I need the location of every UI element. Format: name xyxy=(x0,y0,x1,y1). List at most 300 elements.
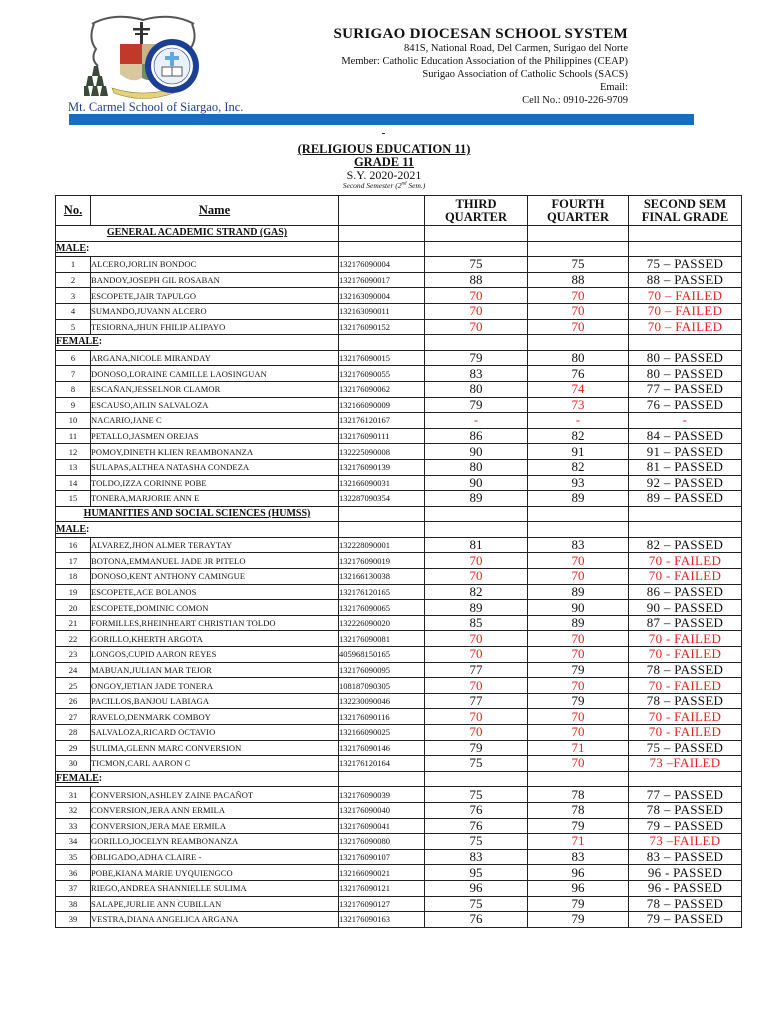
final-grade-remark: 79 – PASSED xyxy=(629,912,742,928)
col-header-third-line2: QUARTER xyxy=(444,209,508,224)
final-grade-remark: 70 – FAILED xyxy=(629,288,742,304)
empty-cell xyxy=(425,335,528,351)
final-grade-remark: 81 – PASSED xyxy=(629,459,742,475)
fourth-quarter-grade: 70 xyxy=(528,288,629,304)
student-number: 6 xyxy=(56,350,91,366)
gender-label: FEMALE xyxy=(56,336,99,348)
student-lrn: 132176090095 xyxy=(339,662,425,678)
student-lrn: 132230090046 xyxy=(339,693,425,709)
student-number: 3 xyxy=(56,288,91,304)
student-number: 38 xyxy=(56,896,91,912)
student-lrn: 132176090080 xyxy=(339,834,425,850)
letterhead-email: Email: xyxy=(600,82,628,93)
fourth-quarter-grade: 82 xyxy=(528,459,629,475)
third-quarter-grade: - xyxy=(425,413,528,429)
student-row xyxy=(56,693,742,709)
student-row xyxy=(56,413,742,429)
student-number: 18 xyxy=(56,569,91,585)
third-quarter-grade: 75 xyxy=(425,257,528,273)
empty-cell xyxy=(629,522,742,538)
final-grade-remark: 82 – PASSED xyxy=(629,537,742,553)
fourth-quarter-grade: 82 xyxy=(528,428,629,444)
student-number: 39 xyxy=(56,912,91,928)
third-quarter-grade: 76 xyxy=(425,818,528,834)
student-name: TICMON,CARL AARON C xyxy=(91,756,339,772)
strand-label: HUMANITIES AND SOCIAL SCIENCES (HUMSS) xyxy=(56,506,339,522)
student-name: BOTONA,EMMANUEL JADE JR PITELO xyxy=(91,553,339,569)
empty-cell xyxy=(425,506,528,522)
final-grade-remark: 79 – PASSED xyxy=(629,818,742,834)
fourth-quarter-grade: 70 xyxy=(528,725,629,741)
gender-label-cell: MALE: xyxy=(56,522,339,538)
student-name: SALVALOZA,RICARD OCTAVIO xyxy=(91,725,339,741)
student-number: 28 xyxy=(56,725,91,741)
student-row xyxy=(56,569,742,585)
student-number: 19 xyxy=(56,584,91,600)
strand-label: GENERAL ACADEMIC STRAND (GAS) xyxy=(56,226,339,242)
third-quarter-grade: 90 xyxy=(425,475,528,491)
fourth-quarter-grade: 70 xyxy=(528,647,629,663)
student-row xyxy=(56,475,742,491)
student-name: VESTRA,DIANA ANGELICA ARGANA xyxy=(91,912,339,928)
student-row xyxy=(56,366,742,382)
stray-mark xyxy=(382,133,385,134)
student-row xyxy=(56,615,742,631)
student-lrn: 132176090062 xyxy=(339,381,425,397)
third-quarter-grade: 70 xyxy=(425,553,528,569)
final-grade-remark: 70 - FAILED xyxy=(629,553,742,569)
empty-cell xyxy=(339,522,425,538)
student-name: ARGANA,NICOLE MIRANDAY xyxy=(91,350,339,366)
student-lrn: 132166090009 xyxy=(339,397,425,413)
student-lrn: 132163090004 xyxy=(339,288,425,304)
gender-label-cell: FEMALE: xyxy=(56,335,339,351)
student-row xyxy=(56,662,742,678)
student-lrn: 405968150165 xyxy=(339,647,425,663)
student-number: 29 xyxy=(56,740,91,756)
student-row xyxy=(56,459,742,475)
fourth-quarter-grade: 88 xyxy=(528,272,629,288)
letterhead-title: SURIGAO DIOCESAN SCHOOL SYSTEM xyxy=(333,26,628,42)
final-grade-remark: 73 –FAILED xyxy=(629,834,742,850)
third-quarter-grade: 76 xyxy=(425,912,528,928)
strand-row xyxy=(56,226,742,242)
letterhead-cell: Cell No.: 0910-226-9709 xyxy=(522,95,628,106)
student-number: 36 xyxy=(56,865,91,881)
third-quarter-grade: 70 xyxy=(425,288,528,304)
final-grade-remark: 78 – PASSED xyxy=(629,896,742,912)
student-row xyxy=(56,428,742,444)
col-header-fourth-quarter xyxy=(528,196,629,226)
col-header-third-quarter xyxy=(425,196,528,226)
student-name: RAVELO,DENMARK COMBOY xyxy=(91,709,339,725)
letterhead-association: Surigao Association of Catholic Schools (SACS) xyxy=(422,69,628,80)
student-lrn: 132176120165 xyxy=(339,584,425,600)
empty-cell xyxy=(629,506,742,522)
third-quarter-grade: 70 xyxy=(425,725,528,741)
fourth-quarter-grade: 73 xyxy=(528,397,629,413)
final-grade-remark: 75 – PASSED xyxy=(629,257,742,273)
empty-cell xyxy=(425,241,528,257)
empty-cell xyxy=(629,241,742,257)
fourth-quarter-grade: 70 xyxy=(528,569,629,585)
student-name: POBE,KIANA MARIE UYQUIENGCO xyxy=(91,865,339,881)
student-name: DONOSO,KENT ANTHONY CAMINGUE xyxy=(91,569,339,585)
student-lrn: 132176090127 xyxy=(339,896,425,912)
student-name: ESCOPETE,ACE BOLANOS xyxy=(91,584,339,600)
student-name: SULAPAS,ALTHEA NATASHA CONDEZA xyxy=(91,459,339,475)
student-lrn: 132176090019 xyxy=(339,553,425,569)
student-row xyxy=(56,725,742,741)
third-quarter-grade: 89 xyxy=(425,491,528,507)
student-name: SULIMA,GLENN MARC CONVERSION xyxy=(91,740,339,756)
gender-label: MALE xyxy=(56,242,86,254)
final-grade-remark: 90 – PASSED xyxy=(629,600,742,616)
student-name: ONGOY,JETIAN JADE TONERA xyxy=(91,678,339,694)
student-lrn: 132176090004 xyxy=(339,257,425,273)
third-quarter-grade: 76 xyxy=(425,802,528,818)
empty-cell xyxy=(528,771,629,787)
final-grade-remark: 83 – PASSED xyxy=(629,849,742,865)
student-row xyxy=(56,319,742,335)
third-quarter-grade: 70 xyxy=(425,678,528,694)
student-row xyxy=(56,818,742,834)
empty-cell xyxy=(528,335,629,351)
student-lrn: 132176090040 xyxy=(339,802,425,818)
fourth-quarter-grade: 96 xyxy=(528,880,629,896)
final-grade-remark: 73 –FAILED xyxy=(629,756,742,772)
student-name: ESCOPETE,JAIR TAPULGO xyxy=(91,288,339,304)
final-grade-remark: 88 – PASSED xyxy=(629,272,742,288)
student-name: POMOY,DINETH KLIEN REAMBONANZA xyxy=(91,444,339,460)
empty-cell xyxy=(629,771,742,787)
student-lrn: 132176090015 xyxy=(339,350,425,366)
fourth-quarter-grade: 70 xyxy=(528,553,629,569)
student-number: 13 xyxy=(56,459,91,475)
student-lrn: 132176120167 xyxy=(339,413,425,429)
student-name: TONERA,MARJORIE ANN E xyxy=(91,491,339,507)
col-header-fourth-line1: FOURTH xyxy=(551,196,605,211)
student-row xyxy=(56,787,742,803)
student-lrn: 132176090139 xyxy=(339,459,425,475)
student-row xyxy=(56,584,742,600)
student-number: 11 xyxy=(56,428,91,444)
fourth-quarter-grade: 75 xyxy=(528,257,629,273)
grade-title: GRADE 11 xyxy=(353,155,415,169)
third-quarter-grade: 95 xyxy=(425,865,528,881)
student-number: 9 xyxy=(56,397,91,413)
student-lrn: 132166090021 xyxy=(339,865,425,881)
col-header-fourth-line2: QUARTER xyxy=(546,209,610,224)
student-number: 23 xyxy=(56,647,91,663)
third-quarter-grade: 75 xyxy=(425,787,528,803)
gender-label-cell: FEMALE: xyxy=(56,771,339,787)
student-name: ALCERO,JORLIN BONDOC xyxy=(91,257,339,273)
fourth-quarter-grade: 71 xyxy=(528,834,629,850)
student-name: ESCAÑAN,JESSELNOR CLAMOR xyxy=(91,381,339,397)
student-lrn: 132228090001 xyxy=(339,537,425,553)
fourth-quarter-grade: 79 xyxy=(528,693,629,709)
third-quarter-grade: 77 xyxy=(425,693,528,709)
student-name: CONVERSION,JERA ANN ERMILA xyxy=(91,802,339,818)
fourth-quarter-grade: 89 xyxy=(528,615,629,631)
student-lrn: 132176090107 xyxy=(339,849,425,865)
fourth-quarter-grade: 74 xyxy=(528,381,629,397)
student-row xyxy=(56,896,742,912)
student-row xyxy=(56,647,742,663)
student-lrn: 132287090354 xyxy=(339,491,425,507)
student-name: TESIORNA,JHUN FHILIP ALIPAYO xyxy=(91,319,339,335)
empty-cell xyxy=(425,522,528,538)
student-lrn: 132176090065 xyxy=(339,600,425,616)
student-name: OBLIGADO,ADHA CLAIRE - xyxy=(91,849,339,865)
student-number: 15 xyxy=(56,491,91,507)
fourth-quarter-grade: 83 xyxy=(528,537,629,553)
empty-cell xyxy=(528,522,629,538)
student-name: ALVAREZ,JHON ALMER TERAYTAY xyxy=(91,537,339,553)
empty-cell xyxy=(339,335,425,351)
third-quarter-grade: 80 xyxy=(425,459,528,475)
student-row xyxy=(56,491,742,507)
empty-cell xyxy=(528,226,629,242)
third-quarter-grade: 81 xyxy=(425,537,528,553)
final-grade-remark: 70 - FAILED xyxy=(629,647,742,663)
third-quarter-grade: 83 xyxy=(425,849,528,865)
student-name: ESCOPETE,DOMINIC COMON xyxy=(91,600,339,616)
student-row xyxy=(56,272,742,288)
grades-table xyxy=(55,195,742,928)
student-number: 1 xyxy=(56,257,91,273)
col-header-final-grade xyxy=(629,196,742,226)
gender-row xyxy=(56,335,742,351)
semester-label: Second Semester (2nd Sem.) xyxy=(342,181,426,190)
third-quarter-grade: 79 xyxy=(425,350,528,366)
student-name: CONVERSION,ASHLEY ZAINE PACAÑOT xyxy=(91,787,339,803)
fourth-quarter-grade: 91 xyxy=(528,444,629,460)
fourth-quarter-grade: 70 xyxy=(528,709,629,725)
strand-row xyxy=(56,506,742,522)
student-number: 25 xyxy=(56,678,91,694)
student-number: 4 xyxy=(56,303,91,319)
empty-cell xyxy=(425,771,528,787)
student-row xyxy=(56,288,742,304)
student-name: ESCAUSO,AILIN SALVALOZA xyxy=(91,397,339,413)
final-grade-remark: 80 – PASSED xyxy=(629,350,742,366)
fourth-quarter-grade: 96 xyxy=(528,865,629,881)
student-number: 8 xyxy=(56,381,91,397)
final-grade-remark: 70 - FAILED xyxy=(629,678,742,694)
student-number: 35 xyxy=(56,849,91,865)
student-lrn: 132176090152 xyxy=(339,319,425,335)
fourth-quarter-grade: 79 xyxy=(528,662,629,678)
student-name: PETALLO,JASMEN OREJAS xyxy=(91,428,339,444)
final-grade-remark: 84 – PASSED xyxy=(629,428,742,444)
student-row xyxy=(56,553,742,569)
third-quarter-grade: 96 xyxy=(425,880,528,896)
final-grade-remark: 80 – PASSED xyxy=(629,366,742,382)
empty-cell xyxy=(629,226,742,242)
fourth-quarter-grade: 83 xyxy=(528,849,629,865)
student-lrn: 132176090146 xyxy=(339,740,425,756)
student-name: GORILLO,KHERTH ARGOTA xyxy=(91,631,339,647)
fourth-quarter-grade: 89 xyxy=(528,584,629,600)
student-number: 21 xyxy=(56,615,91,631)
student-number: 24 xyxy=(56,662,91,678)
final-grade-remark: 96 - PASSED xyxy=(629,865,742,881)
school-year: S.Y. 2020-2021 xyxy=(346,168,422,182)
student-row xyxy=(56,303,742,319)
empty-cell xyxy=(339,226,425,242)
letterhead-divider-bar xyxy=(69,114,694,125)
letterhead-address: 841S, National Road, Del Carmen, Surigao del Norte xyxy=(404,43,628,54)
student-name: DONOSO,LORAINE CAMILLE LAOSINGUAN xyxy=(91,366,339,382)
third-quarter-grade: 70 xyxy=(425,569,528,585)
col-header-final-line1: SECOND SEM xyxy=(643,196,727,211)
student-number: 17 xyxy=(56,553,91,569)
final-grade-remark: 70 - FAILED xyxy=(629,569,742,585)
empty-cell xyxy=(339,771,425,787)
third-quarter-grade: 75 xyxy=(425,896,528,912)
grades-body xyxy=(56,226,742,928)
student-number: 12 xyxy=(56,444,91,460)
col-header-final-line2: FINAL GRADE xyxy=(641,209,729,224)
student-number: 7 xyxy=(56,366,91,382)
student-row xyxy=(56,834,742,850)
student-row xyxy=(56,350,742,366)
third-quarter-grade: 75 xyxy=(425,834,528,850)
third-quarter-grade: 86 xyxy=(425,428,528,444)
final-grade-remark: 70 - FAILED xyxy=(629,631,742,647)
fourth-quarter-grade: 93 xyxy=(528,475,629,491)
student-number: 20 xyxy=(56,600,91,616)
student-number: 34 xyxy=(56,834,91,850)
student-lrn: 132176090111 xyxy=(339,428,425,444)
student-number: 10 xyxy=(56,413,91,429)
student-lrn: 132226090020 xyxy=(339,615,425,631)
student-row xyxy=(56,740,742,756)
final-grade-remark: 77 – PASSED xyxy=(629,787,742,803)
student-lrn: 132176090081 xyxy=(339,631,425,647)
fourth-quarter-grade: 70 xyxy=(528,678,629,694)
final-grade-remark: 76 – PASSED xyxy=(629,397,742,413)
empty-cell xyxy=(425,226,528,242)
final-grade-remark: 78 – PASSED xyxy=(629,693,742,709)
student-lrn: 132166090025 xyxy=(339,725,425,741)
student-name: RIEGO,ANDREA SHANNIELLE SULIMA xyxy=(91,880,339,896)
final-grade-remark: 70 – FAILED xyxy=(629,303,742,319)
third-quarter-grade: 82 xyxy=(425,584,528,600)
third-quarter-grade: 90 xyxy=(425,444,528,460)
student-row xyxy=(56,537,742,553)
empty-cell xyxy=(339,241,425,257)
final-grade-remark: 70 - FAILED xyxy=(629,709,742,725)
student-row xyxy=(56,756,742,772)
student-number: 2 xyxy=(56,272,91,288)
student-row xyxy=(56,865,742,881)
student-lrn: 132166090031 xyxy=(339,475,425,491)
school-crest-logo xyxy=(84,14,202,102)
student-row xyxy=(56,802,742,818)
student-name: PACILLOS,BANJOU LABIAGA xyxy=(91,693,339,709)
student-lrn: 108187090305 xyxy=(339,678,425,694)
gender-label-cell: MALE: xyxy=(56,241,339,257)
gender-row xyxy=(56,522,742,538)
student-lrn: 132225090008 xyxy=(339,444,425,460)
final-grade-remark: 77 – PASSED xyxy=(629,381,742,397)
third-quarter-grade: 70 xyxy=(425,709,528,725)
fourth-quarter-grade: 90 xyxy=(528,600,629,616)
gender-label: MALE xyxy=(56,523,86,535)
fourth-quarter-grade: 70 xyxy=(528,319,629,335)
student-row xyxy=(56,397,742,413)
student-name: LONGOS,CUPID AARON REYES xyxy=(91,647,339,663)
fourth-quarter-grade: 79 xyxy=(528,818,629,834)
final-grade-remark: 87 – PASSED xyxy=(629,615,742,631)
third-quarter-grade: 77 xyxy=(425,662,528,678)
third-quarter-grade: 70 xyxy=(425,303,528,319)
student-number: 27 xyxy=(56,709,91,725)
student-lrn: 132176090121 xyxy=(339,880,425,896)
student-lrn: 132176090163 xyxy=(339,912,425,928)
student-lrn: 132176090017 xyxy=(339,272,425,288)
third-quarter-grade: 70 xyxy=(425,319,528,335)
student-row xyxy=(56,600,742,616)
student-lrn: 132176120164 xyxy=(339,756,425,772)
letterhead xyxy=(334,28,628,107)
student-lrn: 132176090039 xyxy=(339,787,425,803)
third-quarter-grade: 83 xyxy=(425,366,528,382)
student-name: SUMANDO,JUVANN ALCERO xyxy=(91,303,339,319)
student-row xyxy=(56,912,742,928)
fourth-quarter-grade: 71 xyxy=(528,740,629,756)
final-grade-remark: 92 – PASSED xyxy=(629,475,742,491)
student-lrn: 132163090011 xyxy=(339,303,425,319)
col-header-name: Name xyxy=(91,196,339,226)
gender-row xyxy=(56,771,742,787)
final-grade-remark: 78 – PASSED xyxy=(629,802,742,818)
student-row xyxy=(56,631,742,647)
final-grade-remark: 86 – PASSED xyxy=(629,584,742,600)
third-quarter-grade: 89 xyxy=(425,600,528,616)
final-grade-remark: - xyxy=(629,413,742,429)
final-grade-remark: 96 - PASSED xyxy=(629,880,742,896)
final-grade-remark: 91 – PASSED xyxy=(629,444,742,460)
fourth-quarter-grade: 70 xyxy=(528,756,629,772)
fourth-quarter-grade: 79 xyxy=(528,896,629,912)
student-row xyxy=(56,880,742,896)
student-row xyxy=(56,709,742,725)
student-name: MABUAN,JULIAN MAR TEJOR xyxy=(91,662,339,678)
third-quarter-grade: 79 xyxy=(425,397,528,413)
student-name: CONVERSION,JERA MAE ERMILA xyxy=(91,818,339,834)
third-quarter-grade: 88 xyxy=(425,272,528,288)
third-quarter-grade: 79 xyxy=(425,740,528,756)
student-row xyxy=(56,849,742,865)
gender-row xyxy=(56,241,742,257)
col-header-third-line1: THIRD xyxy=(455,196,497,211)
empty-cell xyxy=(528,241,629,257)
empty-cell xyxy=(629,335,742,351)
empty-cell xyxy=(339,506,425,522)
final-grade-remark: 89 – PASSED xyxy=(629,491,742,507)
student-lrn: 132176090116 xyxy=(339,709,425,725)
subject-title: (RELIGIOUS EDUCATION 11) xyxy=(297,142,471,156)
third-quarter-grade: 80 xyxy=(425,381,528,397)
student-name: TOLDO,IZZA CORINNE POBE xyxy=(91,475,339,491)
student-lrn: 132176090055 xyxy=(339,366,425,382)
fourth-quarter-grade: 76 xyxy=(528,366,629,382)
student-row xyxy=(56,257,742,273)
